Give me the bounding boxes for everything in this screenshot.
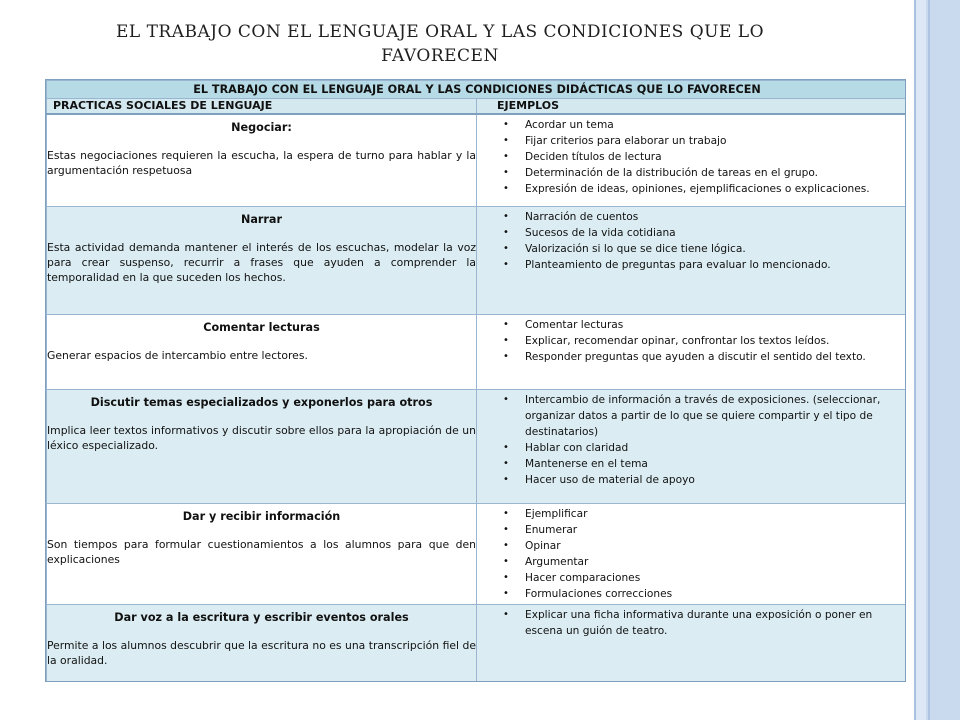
bullet-icon: •: [503, 135, 509, 146]
examples-cell: [477, 314, 907, 389]
example-text: Determinación de la distribución de tareas en el grupo.: [525, 167, 819, 179]
list-item: [477, 538, 906, 554]
practices-table: [45, 79, 906, 682]
list-item: [477, 554, 906, 570]
bullet-icon: •: [503, 167, 509, 178]
list-item: [477, 181, 906, 197]
bullet-icon: •: [503, 571, 509, 583]
list-item: [477, 586, 906, 602]
list-item: [477, 149, 906, 165]
bullet-icon: •: [503, 393, 509, 405]
bullet-icon: •: [503, 258, 509, 270]
table-row: [47, 206, 907, 314]
example-text: Hablar con claridad: [525, 441, 629, 454]
practice-name: Dar y recibir información: [182, 509, 341, 523]
practice-cell: [47, 206, 477, 314]
example-text: Deciden títulos de lectura: [525, 151, 662, 163]
practice-cell: [47, 503, 477, 604]
example-text: Planteamiento de preguntas para evaluar lo mencionado.: [525, 258, 831, 271]
example-text: Hacer uso de material de apoyo: [525, 473, 695, 486]
examples-list: [477, 504, 906, 602]
practice-description: Implica leer textos informativos y discutir sobre ellos para la apropiación de un léxico especializado.: [47, 423, 476, 452]
list-item: [477, 133, 906, 149]
practice-description: Estas negociaciones requieren la escucha, la espera de turno para hablar y la argumentación respetuosa: [47, 149, 476, 177]
slide-title: EL TRABAJO CON EL LENGUAJE ORAL Y LAS CONDICIONES QUE LO FAVORECEN: [115, 22, 765, 66]
practice-name: Dar voz a la escritura y escribir eventos orales: [114, 610, 409, 624]
examples-cell: [477, 114, 907, 206]
bullet-icon: •: [503, 334, 509, 346]
example-text: Ejemplificar: [525, 507, 588, 520]
practice-cell: [47, 389, 477, 503]
examples-list: [477, 605, 906, 639]
examples-list: [477, 207, 906, 273]
bullet-icon: •: [503, 350, 509, 362]
list-item: [477, 317, 906, 333]
example-text: Acordar un tema: [525, 119, 614, 131]
examples-cell: [477, 503, 907, 604]
list-item: [477, 241, 906, 257]
practice-description: Son tiempos para formular cuestionamientos a los alumnos para que den explicaciones: [47, 537, 476, 566]
bullet-icon: •: [503, 318, 509, 330]
example-text: Explicar una ficha informativa durante una exposición o poner en escena un guión de teatro.: [525, 608, 873, 637]
list-item: [477, 165, 906, 181]
practice-cell: [47, 604, 477, 682]
bullet-icon: •: [503, 539, 509, 551]
examples-list: [477, 115, 906, 197]
table-title: EL TRABAJO CON EL LENGUAJE ORAL Y LAS CONDICIONES DIDÁCTICAS QUE LO FAVORECEN: [47, 81, 907, 99]
example-text: Sucesos de la vida cotidiana: [525, 226, 676, 239]
bullet-icon: •: [503, 457, 509, 469]
bullet-icon: •: [503, 119, 509, 130]
bullet-icon: •: [503, 441, 509, 453]
bullet-icon: •: [503, 555, 509, 567]
examples-cell: [477, 206, 907, 314]
example-text: Narración de cuentos: [525, 210, 639, 223]
column-header-practices: PRACTICAS SOCIALES DE LENGUAJE: [47, 99, 477, 115]
list-item: [477, 225, 906, 241]
bullet-icon: •: [503, 523, 509, 535]
list-item: [477, 440, 906, 456]
list-item: [477, 349, 906, 365]
practice-cell: [47, 114, 477, 206]
practices-table-grid: [46, 80, 906, 682]
table-row: [47, 314, 907, 389]
example-text: Expresión de ideas, opiniones, ejemplificaciones o explicaciones.: [525, 183, 870, 195]
bullet-icon: •: [503, 210, 509, 222]
example-text: Responder preguntas que ayuden a discutir el sentido del texto.: [525, 350, 866, 363]
list-item: [477, 570, 906, 586]
practice-description: Esta actividad demanda mantener el interés de los escuchas, modelar la voz para crear suspenso, recurrir a frases que ayuden a comprender la temporalidad en la que suceden los hechos.: [47, 240, 476, 284]
practice-name: Narrar: [240, 212, 282, 226]
practice-name: Comentar lecturas: [203, 320, 320, 334]
example-text: Hacer comparaciones: [525, 571, 641, 584]
practice-description: Generar espacios de intercambio entre lectores.: [47, 348, 308, 362]
examples-list: [477, 390, 906, 488]
examples-cell: [477, 604, 907, 682]
bullet-icon: •: [503, 473, 509, 485]
table-row: [47, 389, 907, 503]
column-header-row: [47, 99, 907, 115]
bullet-icon: •: [503, 507, 509, 519]
examples-list: [477, 315, 906, 365]
list-item: [477, 392, 906, 440]
list-item: [477, 522, 906, 538]
bullet-icon: •: [503, 608, 509, 620]
table-row: [47, 604, 907, 682]
decor-stripe: [916, 0, 926, 720]
list-item: [477, 257, 906, 273]
decor-stripe: [926, 0, 960, 720]
list-item: [477, 472, 906, 488]
list-item: [477, 333, 906, 349]
bullet-icon: •: [503, 151, 509, 162]
column-header-examples: EJEMPLOS: [477, 99, 907, 115]
list-item: [477, 607, 906, 639]
list-item: [477, 456, 906, 472]
table-title-row: [47, 81, 907, 99]
example-text: Formulaciones correcciones: [525, 587, 673, 600]
practice-cell: [47, 314, 477, 389]
example-text: Fijar criterios para elaborar un trabajo: [525, 135, 727, 147]
list-item: [477, 117, 906, 133]
example-text: Argumentar: [525, 555, 589, 568]
example-text: Enumerar: [525, 523, 578, 536]
list-item: [477, 506, 906, 522]
practice-name: Discutir temas especializados y exponerlos para otros: [90, 395, 433, 409]
example-text: Explicar, recomendar opinar, confrontar los textos leídos.: [525, 334, 830, 347]
practice-name: Negociar:: [231, 121, 292, 134]
bullet-icon: •: [503, 183, 509, 194]
example-text: Intercambio de información a través de exposiciones. (seleccionar, organizar datos a partir de lo que se quiere compartir y el tipo de destinatarios): [525, 393, 881, 438]
bullet-icon: •: [503, 587, 509, 599]
example-text: Opinar: [525, 539, 561, 552]
example-text: Mantenerse en el tema: [525, 457, 648, 470]
table-row: [47, 114, 907, 206]
bullet-icon: •: [503, 242, 509, 254]
example-text: Comentar lecturas: [525, 318, 624, 331]
examples-cell: [477, 389, 907, 503]
example-text: Valorización si lo que se dice tiene lógica.: [525, 242, 746, 255]
bullet-icon: •: [503, 226, 509, 238]
decor-stripe: [928, 0, 930, 720]
practice-description: Permite a los alumnos descubrir que la escritura no es una transcripción fiel de la oralidad.: [47, 638, 476, 667]
list-item: [477, 209, 906, 225]
table-row: [47, 503, 907, 604]
